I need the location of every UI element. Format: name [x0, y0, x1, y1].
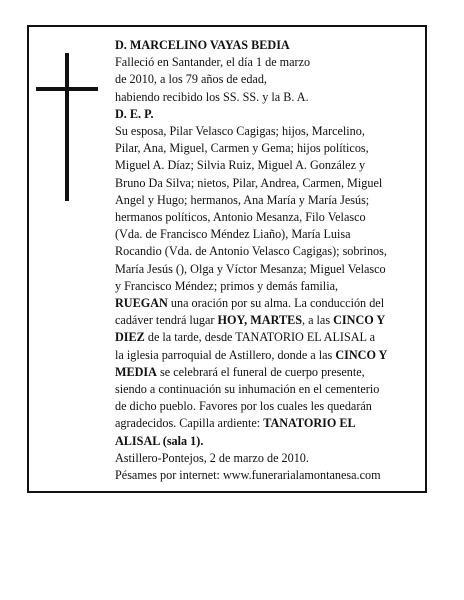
- text-line: [115, 175, 425, 192]
- text-line: [115, 261, 425, 278]
- text-line: [115, 157, 425, 174]
- bold-text: RUEGAN: [115, 296, 168, 311]
- text-line: [115, 415, 425, 432]
- text-line: [115, 140, 425, 157]
- text-segment: Astillero-Pontejos, 2 de marzo de 2010.: [115, 450, 309, 465]
- text-line: [115, 106, 425, 123]
- text-segment: siendo a continuación su inhumación en el cementerio: [115, 382, 380, 397]
- obituary-text: [115, 37, 425, 484]
- text-line: [115, 433, 425, 450]
- bold-text: CINCO Y: [333, 313, 386, 328]
- text-line: [115, 89, 425, 106]
- text-segment: se celebrará el funeral de cuerpo presente,: [156, 364, 365, 379]
- text-segment: cadáver tendrá lugar: [115, 313, 218, 328]
- text-line: [115, 312, 425, 329]
- text-segment: Rocandio (Vda. de Antonio Velasco Cagigas); sobrinos,: [115, 244, 387, 259]
- text-line: [115, 450, 425, 467]
- text-line: [115, 209, 425, 226]
- bold-text: D. E. P.: [115, 106, 154, 121]
- text-line: [115, 123, 425, 140]
- text-line: [115, 329, 425, 346]
- text-segment: de 2010, a los 79 años de edad,: [115, 72, 267, 87]
- bold-text: ALISAL (sala 1).: [115, 433, 204, 448]
- text-segment: agradecidos. Capilla ardiente:: [115, 416, 264, 431]
- text-segment: (Vda. de Francisco Méndez Liaño), María Luisa: [115, 227, 351, 242]
- bold-text: CINCO Y: [335, 347, 388, 362]
- text-segment: Miguel A. Díaz; Silvia Ruiz, Miguel A. González y: [115, 158, 366, 173]
- text-segment: y Francisco Méndez; primos y demás familia,: [115, 278, 339, 293]
- text-segment: , a las: [301, 313, 334, 328]
- text-line: [115, 347, 425, 364]
- text-segment: de la tarde, desde TANATORIO EL ALISAL a: [144, 330, 376, 345]
- text-line: [115, 278, 425, 295]
- text-segment: María Jesús (), Olga y Víctor Mesanza; Miguel Velasco: [115, 261, 386, 276]
- text-line: [115, 71, 425, 88]
- text-line: [115, 295, 425, 312]
- text-line: [115, 467, 425, 484]
- text-line: [115, 364, 425, 381]
- bold-text: TANATORIO EL: [263, 416, 356, 431]
- text-line: [115, 381, 425, 398]
- text-line: [115, 398, 425, 415]
- text-line: [115, 37, 425, 54]
- text-segment: la iglesia parroquial de Astillero, donde a las: [115, 347, 336, 362]
- cross-icon: [36, 53, 94, 201]
- bold-text: DIEZ: [115, 330, 145, 345]
- bold-text: MEDIA: [115, 364, 157, 379]
- text-segment: Su esposa, Pilar Velasco Cagigas; hijos, Marcelino,: [115, 124, 365, 139]
- text-line: [115, 192, 425, 209]
- text-segment: de dicho pueblo. Favores por los cuales les quedarán: [115, 399, 372, 414]
- text-segment: una oración por su alma. La conducción del: [167, 296, 385, 311]
- text-segment: Pésames por internet: www.funerarialamontanesa.com: [115, 468, 381, 483]
- text-segment: Pilar, Ana, Miguel, Carmen y Gema; hijos políticos,: [115, 141, 369, 156]
- text-segment: Falleció en Santander, el día 1 de marzo: [115, 55, 311, 70]
- text-segment: Angel y Hugo; hermanos, Ana María y María Jesús;: [115, 192, 370, 207]
- bold-text: D. MARCELINO VAYAS BEDIA: [115, 38, 290, 52]
- text-segment: habiendo recibido los SS. SS. y la B. A.: [115, 89, 309, 104]
- text-segment: hermanos políticos, Antonio Mesanza, Filo Velasco: [115, 210, 366, 225]
- text-line: [115, 54, 425, 71]
- bold-text: HOY, MARTES: [217, 313, 302, 328]
- text-segment: Bruno Da Silva; nietos, Pilar, Andrea, Carmen, Miguel: [115, 175, 383, 190]
- text-line: [115, 243, 425, 260]
- text-line: [115, 226, 425, 243]
